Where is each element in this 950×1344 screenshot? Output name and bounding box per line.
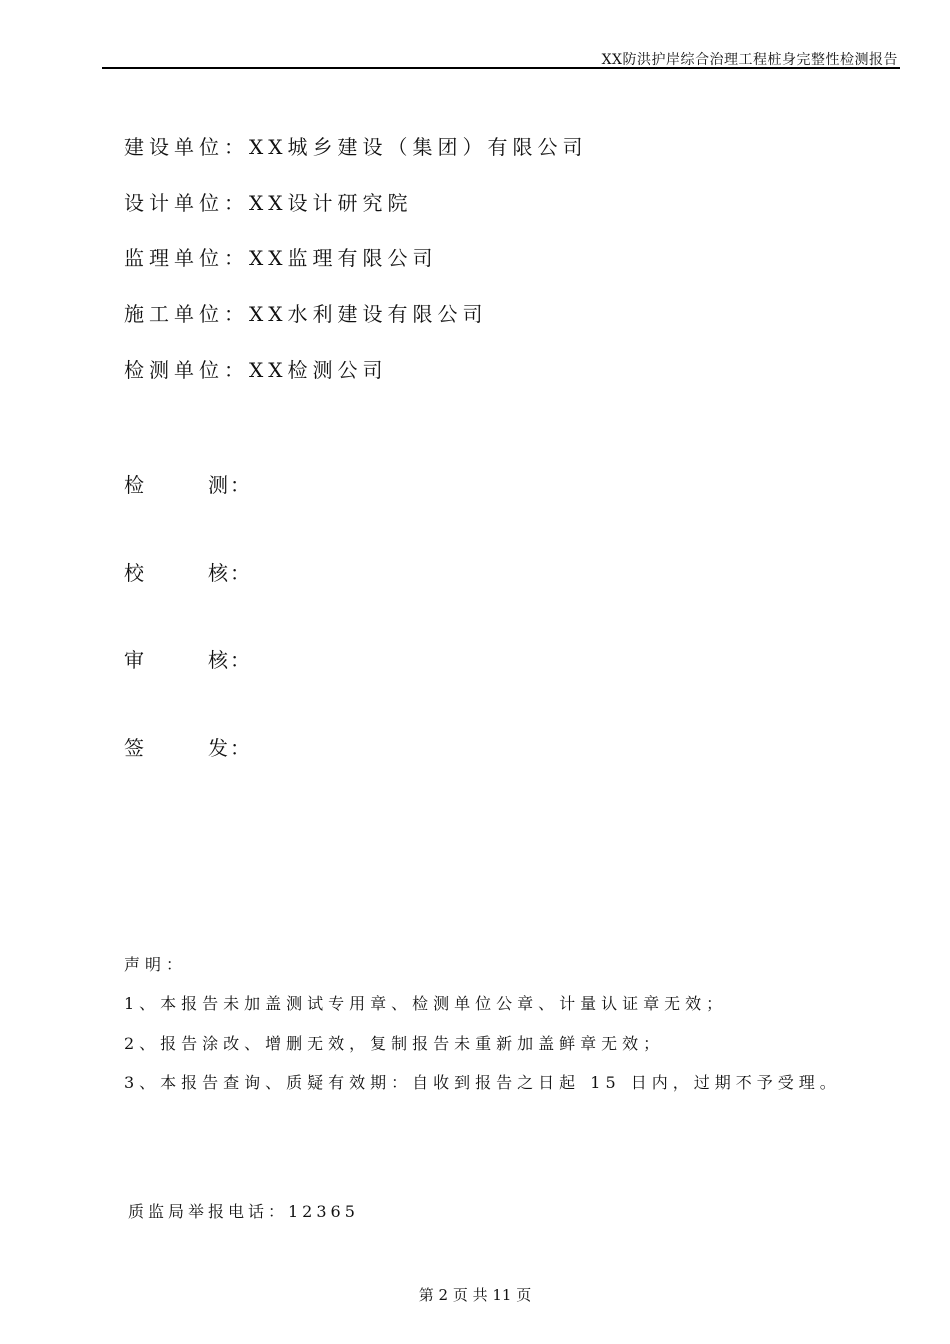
signature-label-char: 审: [124, 648, 144, 672]
signature-colon: ：: [230, 561, 250, 585]
contractor-unit: 施工单位：XX水利建设有限公司: [124, 302, 488, 326]
declaration-item: 3、本报告查询、质疑有效期：自收到报告之日起 15 日内，过期不予受理。: [124, 1073, 841, 1092]
signature-label-char: 测: [208, 473, 228, 497]
signature-colon: ：: [230, 736, 250, 760]
signature-label-char: 核: [208, 561, 228, 585]
declaration-item: 1、本报告未加盖测试专用章、检测单位公章、计量认证章无效；: [124, 994, 728, 1013]
signature-colon: ：: [230, 648, 250, 672]
signature-label-char: 校: [124, 561, 144, 585]
testing-unit: 检测单位：XX检测公司: [124, 358, 388, 382]
signature-label-char: 核: [208, 648, 228, 672]
header-divider: [102, 67, 900, 69]
signature-label-char: 签: [124, 736, 144, 760]
report-title: XX防洪护岸综合治理工程桩身完整性检测报告: [601, 52, 898, 68]
signature-colon: ：: [230, 473, 250, 497]
signature-label-char: 检: [124, 473, 144, 497]
signature-label-char: 发: [208, 736, 228, 760]
page-number: 第 2 页 共 11 页: [418, 1286, 532, 1304]
construction-unit: 建设单位：XX城乡建设（集团）有限公司: [124, 135, 588, 159]
design-unit: 设计单位：XX设计研究院: [124, 191, 413, 215]
declaration-item: 2、报告涂改、增删无效，复制报告未重新加盖鲜章无效；: [124, 1034, 665, 1053]
supervision-unit: 监理单位：XX监理有限公司: [124, 246, 438, 270]
complaint-hotline: 质监局举报电话：12365: [128, 1202, 359, 1221]
declaration-title: 声明：: [124, 955, 188, 974]
